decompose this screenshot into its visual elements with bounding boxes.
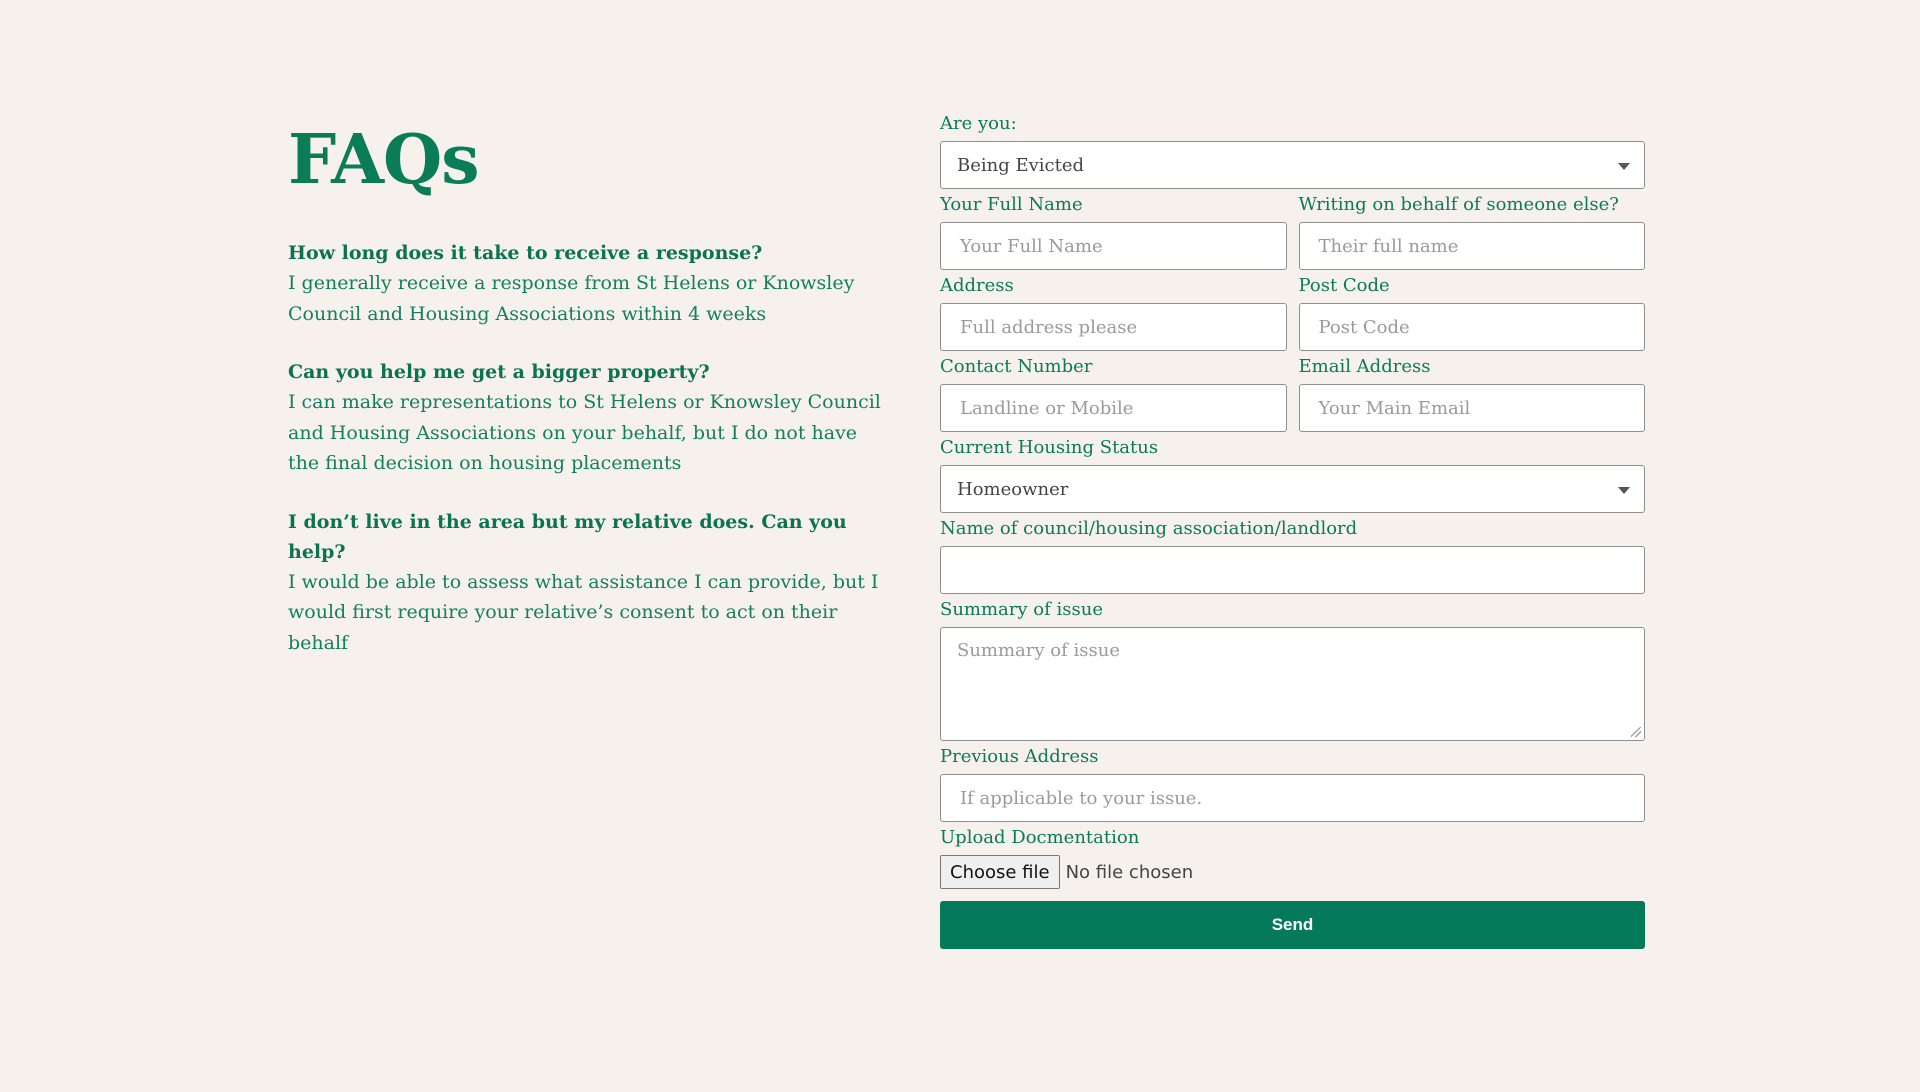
previous-address-field xyxy=(940,746,1645,822)
summary-textarea[interactable] xyxy=(940,627,1645,741)
address-input[interactable] xyxy=(940,303,1287,351)
are-you-label: Are you: xyxy=(940,113,1017,134)
upload-label: Upload Docmentation xyxy=(940,827,1140,848)
choose-file-button[interactable]: Choose file xyxy=(940,855,1060,889)
chevron-down-icon xyxy=(1618,163,1630,170)
are-you-select[interactable] xyxy=(940,141,1645,189)
housing-status-label: Current Housing Status xyxy=(940,437,1159,458)
faq-answer: I can make representations to St Helens or Knowsley Council and Housing Associations on your behalf, but I do not have the final decision on housing placements xyxy=(288,391,881,474)
address-field xyxy=(940,270,1287,351)
faq-title: FAQs xyxy=(288,120,479,200)
file-input xyxy=(940,855,1645,889)
email-input[interactable] xyxy=(1299,384,1646,432)
housing-status-value: Homeowner xyxy=(957,478,1069,500)
summary-label: Summary of issue xyxy=(940,599,1103,620)
summary-field xyxy=(940,599,1645,741)
full-name-input[interactable] xyxy=(940,222,1287,270)
file-status: No file chosen xyxy=(1065,861,1194,883)
email-placeholder: Your Main Email xyxy=(1318,397,1471,419)
resize-handle-icon[interactable] xyxy=(1631,727,1641,737)
address-placeholder: Full address please xyxy=(960,316,1138,338)
behalf-label: Writing on behalf of someone else? xyxy=(1298,194,1619,215)
full-name-field xyxy=(940,189,1287,270)
faq-answer: I generally receive a response from St Helens or Knowsley Council and Housing Associations within 4 weeks xyxy=(288,272,855,325)
full-name-label: Your Full Name xyxy=(940,194,1083,215)
behalf-placeholder: Their full name xyxy=(1318,235,1459,257)
contact-number-label: Contact Number xyxy=(940,356,1093,377)
faq-item xyxy=(288,507,888,659)
full-name-placeholder: Your Full Name xyxy=(960,235,1103,257)
post-code-placeholder: Post Code xyxy=(1318,316,1410,338)
faq-answer: I would be able to assess what assistance I can provide, but I would first require your relative’s consent to act on their behalf xyxy=(288,570,879,654)
housing-status-field xyxy=(940,437,1645,513)
landlord-field xyxy=(940,518,1645,594)
upload-field xyxy=(940,827,1645,889)
landlord-label: Name of council/housing association/landlord xyxy=(940,518,1358,539)
previous-address-input[interactable] xyxy=(940,774,1645,822)
send-button[interactable]: Send xyxy=(940,901,1645,949)
contact-number-input[interactable] xyxy=(940,384,1287,432)
post-code-input[interactable] xyxy=(1299,303,1646,351)
email-label: Email Address xyxy=(1298,356,1431,377)
behalf-field xyxy=(1299,189,1646,270)
faq-item xyxy=(288,357,888,479)
address-label: Address xyxy=(940,275,1014,296)
post-code-field xyxy=(1299,270,1646,351)
landlord-input[interactable] xyxy=(940,546,1645,594)
previous-address-placeholder: If applicable to your issue. xyxy=(960,787,1203,809)
post-code-label: Post Code xyxy=(1298,275,1390,296)
faq-section xyxy=(288,120,888,658)
email-field xyxy=(1299,351,1646,432)
are-you-value: Being Evicted xyxy=(957,154,1085,176)
contact-number-field xyxy=(940,351,1287,432)
summary-placeholder: Summary of issue xyxy=(957,640,1120,661)
faq-question: How long does it take to receive a response? xyxy=(288,242,763,264)
faq-item xyxy=(288,238,888,329)
behalf-input[interactable] xyxy=(1299,222,1646,270)
chevron-down-icon xyxy=(1618,487,1630,494)
contact-form xyxy=(940,108,1645,949)
are-you-field xyxy=(940,113,1645,189)
housing-status-select[interactable] xyxy=(940,465,1645,513)
faq-question: I don’t live in the area but my relative does. Can you help? xyxy=(288,510,847,563)
contact-number-placeholder: Landline or Mobile xyxy=(960,397,1134,419)
faq-question: Can you help me get a bigger property? xyxy=(288,361,710,383)
previous-address-label: Previous Address xyxy=(940,746,1099,767)
